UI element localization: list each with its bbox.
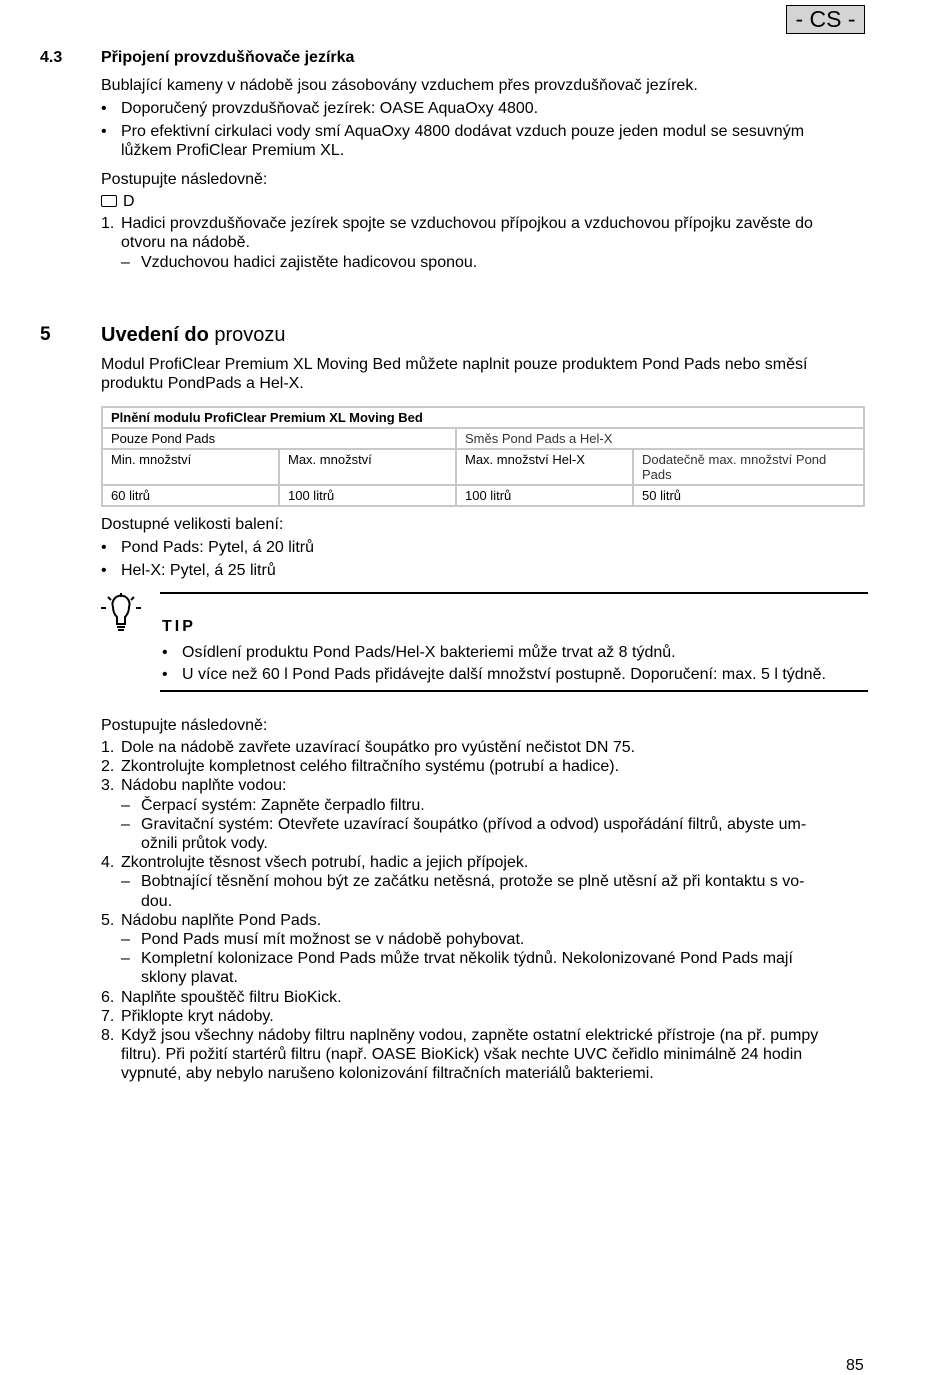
table-cell: 100 litrů xyxy=(456,485,633,506)
procedure-line: dou. xyxy=(141,892,173,910)
book-icon xyxy=(101,195,117,207)
paragraph: Modul ProfiClear Premium XL Moving Bed můžete naplnit pouze produktem Pond Pads nebo směsí xyxy=(101,356,808,373)
procedure-line: – Gravitační systém: Otevřete uzavírací šoupátko (přívod a odvod) uspořádání filtrů, abyste um- xyxy=(121,815,807,833)
page-number: 85 xyxy=(846,1357,864,1374)
procedure-line: 7. Přiklopte kryt nádoby. xyxy=(101,1007,274,1025)
paragraph: produktu PondPads a Hel-X. xyxy=(101,375,304,392)
table-header-cell: Max. množství Hel-X xyxy=(456,449,633,485)
procedure-line: – Bobtnající těsnění mohou být ze začátku netěsná, protože se plně utěsní až při kontaktu s vo- xyxy=(121,873,805,891)
section-number: 5 xyxy=(40,324,51,345)
sizes-label: Dostupné velikosti balení: xyxy=(101,516,284,533)
fill-table xyxy=(101,406,865,507)
procedure-line: sklony plavat. xyxy=(141,969,238,987)
table-group-header: Směs Pond Pads a Hel-X xyxy=(456,428,864,449)
figure-reference: D xyxy=(101,192,135,211)
substep-item: – Vzduchovou hadici zajistěte hadicovou sponou. xyxy=(121,254,478,271)
procedure-line: 3. Nádobu naplňte vodou: xyxy=(101,777,287,795)
table-title: Plnění modulu ProfiClear Premium XL Moving Bed xyxy=(102,407,864,428)
table-header-cell: Max. množství xyxy=(279,449,456,485)
table-row xyxy=(102,407,864,428)
divider xyxy=(160,690,868,692)
tip-label: TIP xyxy=(162,618,196,635)
table-cell: 50 litrů xyxy=(633,485,864,506)
procedure-line: 6. Naplňte spouštěč filtru BioKick. xyxy=(101,988,342,1006)
procedure-line: 1. Dole na nádobě zavřete uzavírací šoupátko pro vyústění nečistot DN 75. xyxy=(101,739,636,756)
procedure-label: Postupujte následovně: xyxy=(101,171,268,188)
step-continuation: otvoru na nádobě. xyxy=(121,234,250,251)
procedure-line: – Čerpací systém: Zapněte čerpadlo filtru. xyxy=(121,796,425,814)
step-item: 1. Hadici provzdušňovače jezírek spojte se vzduchovou přípojkou a vzduchovou přípojku zavěste do xyxy=(101,215,813,232)
table-group-header: Pouze Pond Pads xyxy=(102,428,456,449)
lightbulb-icon xyxy=(100,593,142,639)
section-title: Připojení provzdušňovače jezírka xyxy=(101,49,355,66)
section-number: 4.3 xyxy=(40,49,63,66)
procedure-line: 5. Nádobu naplňte Pond Pads. xyxy=(101,911,322,929)
procedure-line: ožnili průtok vody. xyxy=(141,835,268,852)
procedure-line: – Kompletní kolonizace Pond Pads může trvat několik týdnů. Nekolonizované Pond Pads mají xyxy=(121,950,793,968)
bullet-continuation: lůžkem ProfiClear Premium XL. xyxy=(121,142,345,159)
divider xyxy=(160,592,868,594)
table-cell: 100 litrů xyxy=(279,485,456,506)
procedure-line: 4. Zkontrolujte těsnost všech potrubí, hadic a jejich přípojek. xyxy=(101,854,529,872)
procedure-line: 8. Když jsou všechny nádoby filtru naplněny vodou, zapněte ostatní elektrické přístroje (na př. pumpy xyxy=(101,1027,819,1044)
table-header-cell: Dodatečně max. množství Pond Pads xyxy=(633,449,864,485)
table-header-cell: Min. množství xyxy=(102,449,279,485)
procedure-line: vypnuté, aby nebylo narušeno kolonizování filtračních materiálů bakteriemi. xyxy=(121,1065,654,1083)
procedure-line: filtru). Při požití startérů filtru (např. OASE BioKick) však nechte UVC čeřidlo minimálně 24 hodin xyxy=(121,1046,803,1064)
procedure-line: 2. Zkontrolujte kompletnost celého filtračního systému (potrubí a hadice). xyxy=(101,758,620,776)
table-row xyxy=(102,428,864,449)
section-title: Uvedení do provozu xyxy=(101,324,286,346)
table-row xyxy=(102,485,864,506)
paragraph: Bublající kameny v nádobě jsou zásobovány vzduchem přes provzdušňovač jezírek. xyxy=(101,77,698,94)
procedure-label: Postupujte následovně: xyxy=(101,717,268,734)
table-cell: 60 litrů xyxy=(102,485,279,506)
language-tag: - CS - xyxy=(786,5,865,34)
table-row xyxy=(102,449,864,485)
procedure-line: – Pond Pads musí mít možnost se v nádobě pohybovat. xyxy=(121,931,525,948)
